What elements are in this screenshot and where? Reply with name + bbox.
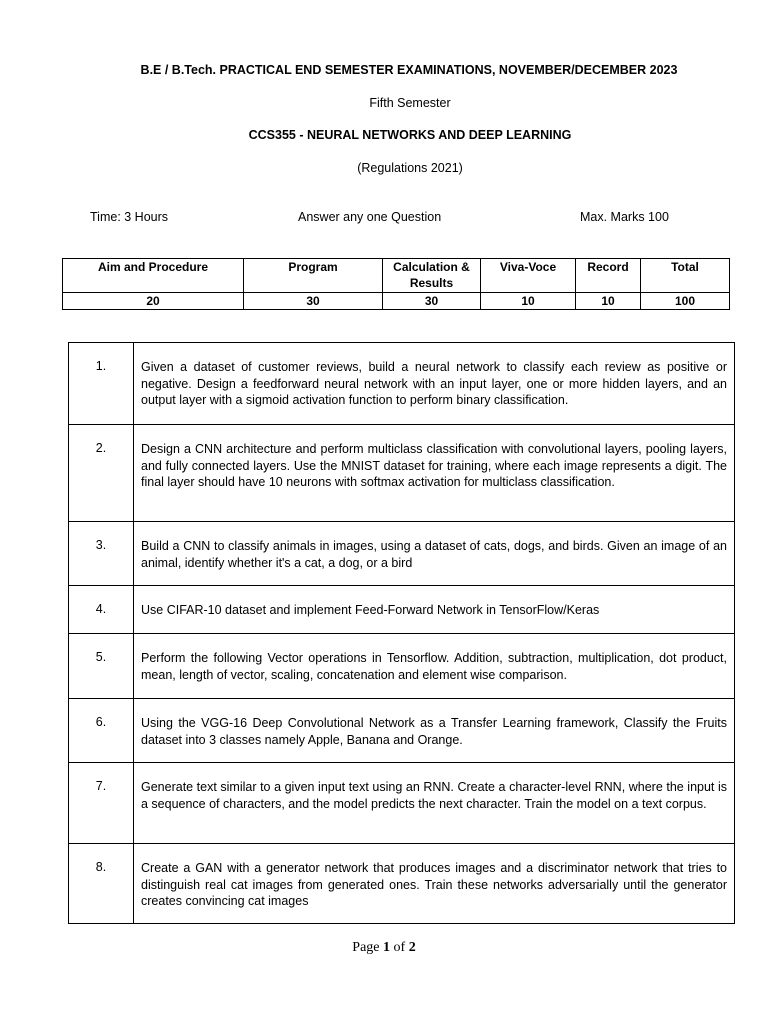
question-row [69, 763, 735, 844]
course-title: CCS355 - NEURAL NETWORKS AND DEEP LEARNING [248, 128, 572, 142]
question-number: 3. [69, 522, 134, 586]
of-word: of [393, 940, 406, 955]
marks-header-cell: Record [576, 259, 641, 293]
question-text: Create a GAN with a generator network that produces images and a discriminator network that tries to distinguish real cat images from generated ones. Train these networks adversarially until the generator creates convincing cat images [134, 844, 735, 924]
page-current: 1 [383, 940, 391, 955]
page-total: 2 [408, 940, 416, 955]
exam-title: B.E / B.Tech. PRACTICAL END SEMESTER EXAMINATIONS, NOVEMBER/DECEMBER 2023 [140, 63, 678, 77]
marks-header-cell: Calculation & Results [383, 259, 481, 293]
question-row [69, 343, 735, 425]
instruction-text: Answer any one Question [298, 210, 442, 224]
question-row [69, 522, 735, 586]
question-number: 6. [69, 699, 134, 763]
question-text: Perform the following Vector operations in Tensorflow. Addition, subtraction, multiplication, dot product, mean, length of vector, scaling, concatenation and element wise comparison. [134, 634, 735, 699]
page-footer [0, 940, 768, 956]
question-row [69, 844, 735, 924]
question-row [69, 425, 735, 522]
marks-header-cell: Program [244, 259, 383, 293]
marks-value-cell: 30 [383, 293, 481, 310]
regulations-label: (Regulations 2021) [357, 161, 463, 175]
marks-header-cell: Viva-Voce [481, 259, 576, 293]
marks-value-cell: 30 [244, 293, 383, 310]
question-number: 7. [69, 763, 134, 844]
question-number: 2. [69, 425, 134, 522]
question-row [69, 699, 735, 763]
marks-value-row [63, 293, 730, 310]
question-text: Given a dataset of customer reviews, build a neural network to classify each review as positive or negative. Design a feedforward neural network with an input layer, one or more hidden layers, and an output layer with a sigmoid activation function to perform binary classification. [134, 343, 735, 425]
max-marks: Max. Marks 100 [580, 210, 669, 224]
question-text: Generate text similar to a given input text using an RNN. Create a character-level RNN, where the input is a sequence of characters, and the model predicts the next character. Train the model on a text corpus. [134, 763, 735, 844]
question-number: 5. [69, 634, 134, 699]
marks-value-cell: 20 [63, 293, 244, 310]
marks-value-cell: 10 [576, 293, 641, 310]
page-word: Page [352, 940, 380, 955]
semester-label: Fifth Semester [369, 96, 451, 110]
questions-table [68, 342, 735, 924]
question-number: 8. [69, 844, 134, 924]
marks-header-cell: Aim and Procedure [63, 259, 244, 293]
marks-value-cell: 100 [641, 293, 730, 310]
question-row [69, 634, 735, 699]
question-number: 4. [69, 586, 134, 634]
marks-distribution-table [62, 258, 730, 310]
question-text: Build a CNN to classify animals in images, using a dataset of cats, dogs, and birds. Given an image of an animal, identify whether it's a cat, a dog, or a bird [134, 522, 735, 586]
marks-value-cell: 10 [481, 293, 576, 310]
time-allowed: Time: 3 Hours [90, 210, 169, 224]
question-text: Design a CNN architecture and perform multiclass classification with convolutional layers, pooling layers, and fully connected layers. Use the MNIST dataset for training, where each image represents a digit. The final layer should have 10 neurons with softmax activation for multiclass classification. [134, 425, 735, 522]
question-number: 1. [69, 343, 134, 425]
question-row [69, 586, 735, 634]
question-text: Using the VGG-16 Deep Convolutional Network as a Transfer Learning framework, Classify the Fruits dataset into 3 classes namely Apple, Banana and Orange. [134, 699, 735, 763]
question-text: Use CIFAR-10 dataset and implement Feed-Forward Network in TensorFlow/Keras [134, 586, 735, 634]
marks-header-cell: Total [641, 259, 730, 293]
marks-header-row [63, 259, 730, 293]
